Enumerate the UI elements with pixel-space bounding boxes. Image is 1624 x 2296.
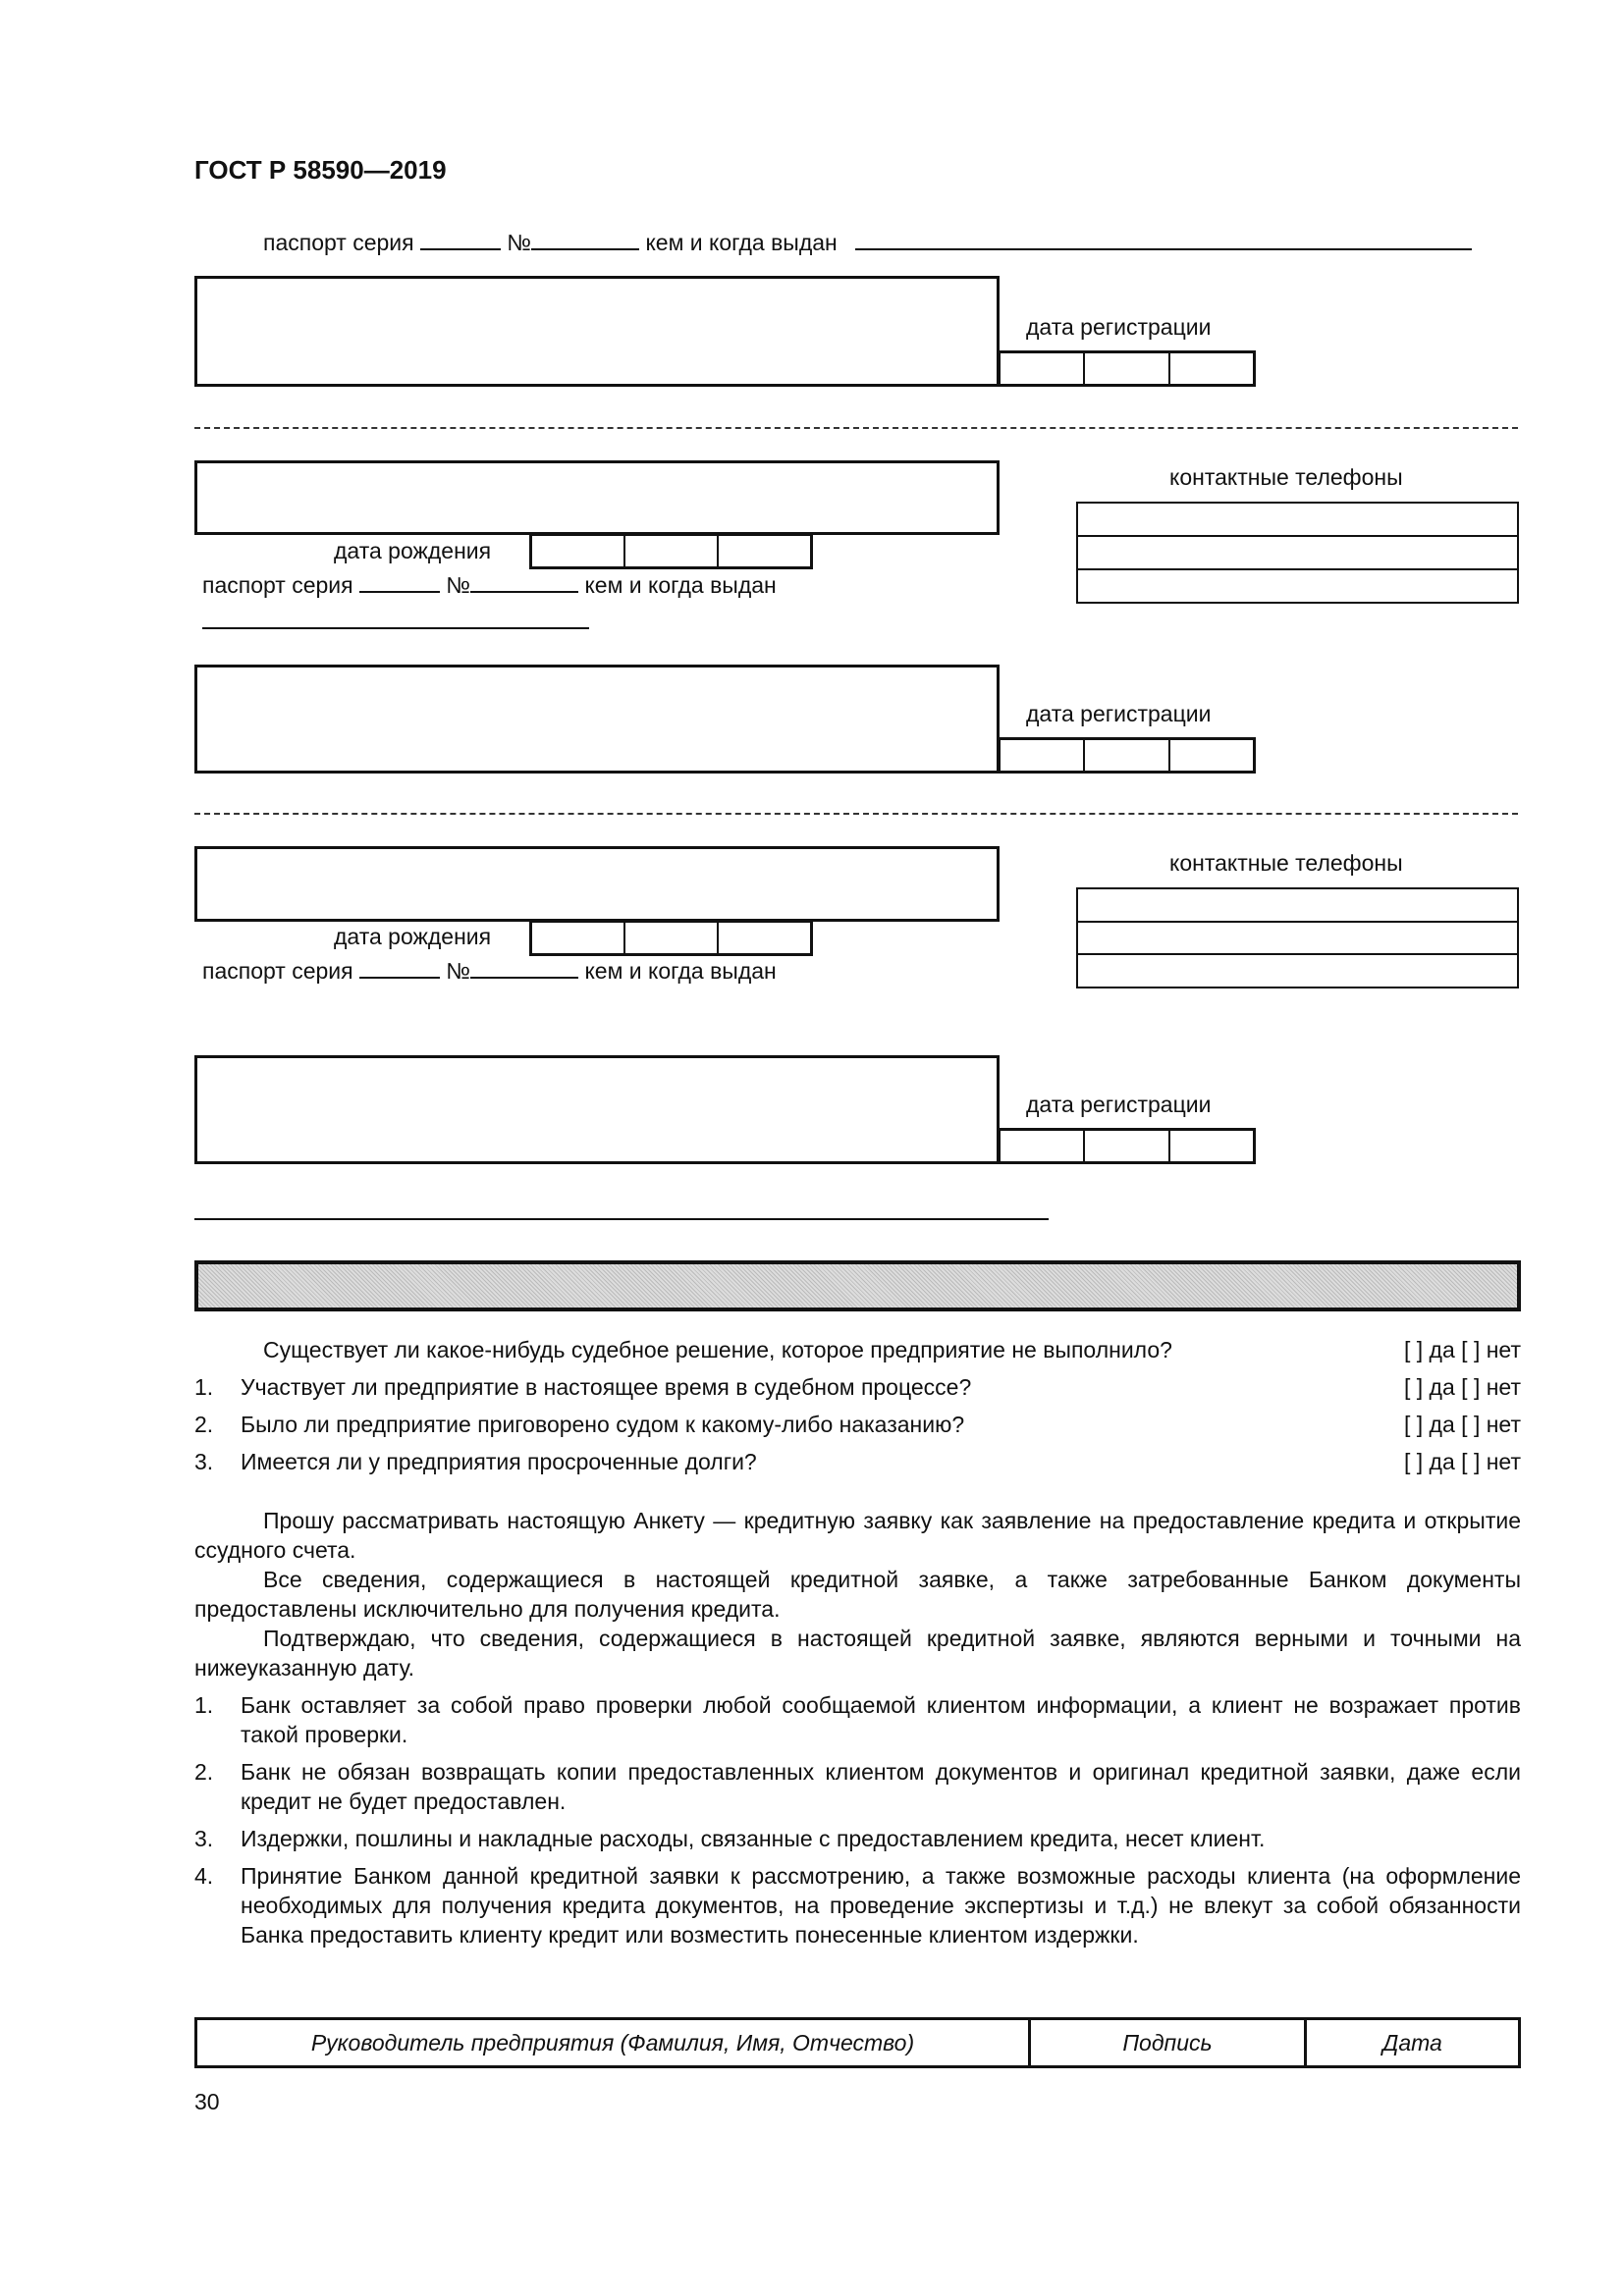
passport-line [263, 229, 1472, 256]
head-name-cell[interactable]: Руководитель предприятия (Фамилия, Имя, Отчество) [310, 2029, 915, 2056]
number-label: № [446, 958, 471, 984]
condition-item: 2. Банк не обязан возвращать копии предоставленных клиентом документов и оригинал кредитной заявки, даже если кредит не будет предоставлен. [194, 1759, 1521, 1814]
signature-cell[interactable]: Подпись [1028, 2020, 1304, 2065]
contact-phones-table[interactable] [1076, 887, 1519, 988]
registration-date-label: дата регистрации [1026, 701, 1212, 726]
registration-date-cells[interactable] [998, 737, 1256, 774]
question-text: Существует ли какое-нибудь судебное решение, которое предприятие не выполнило? [263, 1337, 1172, 1362]
passport-line [202, 571, 777, 599]
registration-date-label: дата регистрации [1026, 314, 1212, 340]
registration-date-label: дата регистрации [1026, 1092, 1212, 1117]
condition-item: 1. Банк оставляет за собой право проверки любой сообщаемой клиентом информации, а клиент не возражает против такой проверки. [194, 1692, 1521, 1747]
date-cell[interactable]: Дата [1304, 2020, 1518, 2065]
dashed-separator [194, 813, 1518, 815]
question-row: 1. Участвует ли предприятие в настоящее время в судебном процессе? [ ] да [ ] нет [194, 1374, 1521, 1400]
paragraph: Подтверждаю, что сведения, содержащиеся в настоящей кредитной заявке, являются верными и точными на нижеуказанную дату. [194, 1626, 1521, 1681]
section-header-bar [194, 1260, 1521, 1311]
passport-line [202, 957, 777, 985]
issued-by-field[interactable] [202, 627, 589, 629]
question-row [194, 1337, 1521, 1363]
number-label: № [507, 230, 532, 255]
document-header: ГОСТ Р 58590—2019 [194, 155, 447, 185]
declaration-text [194, 1506, 1521, 1949]
underline-field[interactable] [194, 1218, 1049, 1220]
number-field[interactable] [470, 571, 578, 593]
address-box[interactable] [194, 665, 1000, 774]
yes-no-checkboxes[interactable]: [ ] да [ ] нет [1404, 1412, 1521, 1437]
question-text: Имеется ли у предприятия просроченные долги? [241, 1449, 757, 1474]
contact-phones-label: контактные телефоны [1169, 850, 1403, 876]
condition-item: 3. Издержки, пошлины и накладные расходы, связанные с предоставлением кредита, несет клиент. [194, 1826, 1266, 1851]
name-box[interactable] [194, 846, 1000, 922]
yes-no-checkboxes[interactable]: [ ] да [ ] нет [1404, 1449, 1521, 1474]
series-field[interactable] [359, 957, 440, 979]
birth-date-cells[interactable] [529, 533, 813, 569]
paragraph: Прошу рассматривать настоящую Анкету — кредитную заявку как заявление на предоставление кредита и открытие ссудного счета. [194, 1508, 1521, 1563]
passport-series-label: паспорт серия [202, 572, 353, 598]
condition-item: 4. Принятие Банком данной кредитной заявки к рассмотрению, а также возможные расходы клиента (на оформление необходимых для получения кредита документов, на проведение экспертизы и т.д.) не влекут за собой обязанности Банка предоставить клиенту кредит или возместить понесенные клиентом издержки. [194, 1863, 1521, 1948]
question-row: 2. Было ли предприятие приговорено судом к какому-либо наказанию? [ ] да [ ] нет [194, 1412, 1521, 1437]
series-field[interactable] [359, 571, 440, 593]
yes-no-checkboxes[interactable]: [ ] да [ ] нет [1404, 1337, 1521, 1362]
question-text: Было ли предприятие приговорено судом к какому-либо наказанию? [241, 1412, 965, 1437]
contact-phones-label: контактные телефоны [1169, 464, 1403, 490]
birth-date-label: дата рождения [334, 538, 492, 563]
number-label: № [446, 572, 471, 598]
name-box[interactable] [194, 460, 1000, 535]
issued-by-label: кем и когда выдан [584, 958, 777, 984]
yes-no-checkboxes[interactable]: [ ] да [ ] нет [1404, 1374, 1521, 1400]
registration-date-cells[interactable] [998, 350, 1256, 387]
issued-by-label: кем и когда выдан [645, 230, 838, 255]
issued-by-field[interactable] [855, 229, 1472, 250]
signature-table [194, 2017, 1521, 2068]
registration-date-cells[interactable] [998, 1128, 1256, 1164]
contact-phones-table[interactable] [1076, 502, 1519, 604]
dashed-separator [194, 427, 1518, 429]
question-row: 3. Имеется ли у предприятия просроченные долги? [ ] да [ ] нет [194, 1449, 1521, 1474]
address-box[interactable] [194, 276, 1000, 387]
paragraph: Все сведения, содержащиеся в настоящей кредитной заявке, а также затребованные Банком документы предоставлены исключительно для получения кредита. [194, 1567, 1521, 1622]
birth-date-label: дата рождения [334, 924, 492, 949]
series-field[interactable] [420, 229, 501, 250]
address-box[interactable] [194, 1055, 1000, 1164]
issued-by-label: кем и когда выдан [584, 572, 777, 598]
number-field[interactable] [470, 957, 578, 979]
passport-series-label: паспорт серия [202, 958, 353, 984]
passport-series-label: паспорт серия [263, 230, 414, 255]
number-field[interactable] [531, 229, 639, 250]
birth-date-cells[interactable] [529, 920, 813, 956]
page-number: 30 [194, 2089, 220, 2114]
question-text: Участвует ли предприятие в настоящее время в судебном процессе? [241, 1374, 972, 1400]
